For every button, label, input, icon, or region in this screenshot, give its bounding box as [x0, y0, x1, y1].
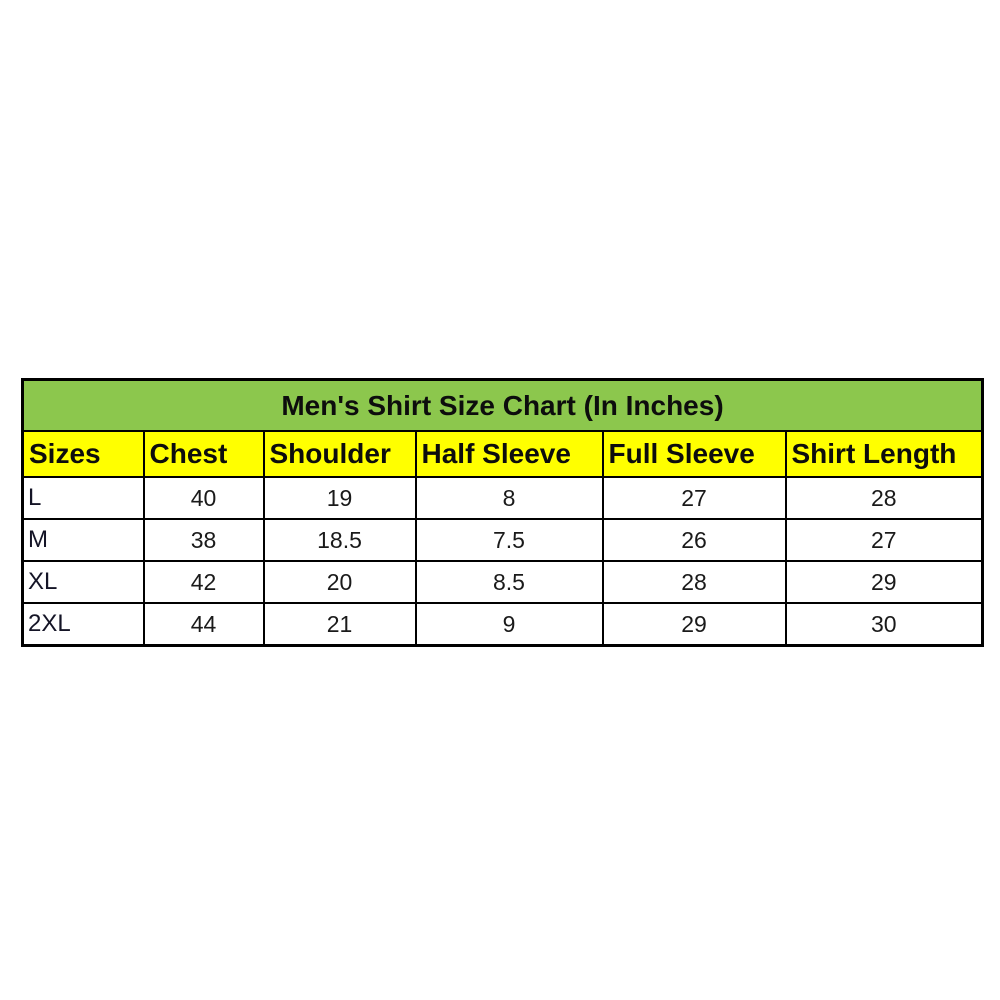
- full-sleeve-value: 28: [603, 561, 786, 603]
- half-sleeve-value: 8.5: [416, 561, 603, 603]
- column-header-sizes: Sizes: [23, 431, 144, 477]
- column-header-half-sleeve: Half Sleeve: [416, 431, 603, 477]
- size-chart-table: [21, 378, 984, 647]
- shoulder-value: 21: [264, 603, 416, 646]
- table-header-row: [23, 431, 983, 477]
- chest-value: 44: [144, 603, 264, 646]
- chest-value: 38: [144, 519, 264, 561]
- size-label: L: [23, 477, 144, 519]
- full-sleeve-value: 26: [603, 519, 786, 561]
- table-row-l: [23, 477, 983, 519]
- shirt-length-value: 27: [786, 519, 983, 561]
- half-sleeve-value: 9: [416, 603, 603, 646]
- table-row-m: [23, 519, 983, 561]
- full-sleeve-value: 29: [603, 603, 786, 646]
- chest-value: 42: [144, 561, 264, 603]
- column-header-chest: Chest: [144, 431, 264, 477]
- size-label: 2XL: [23, 603, 144, 646]
- half-sleeve-value: 7.5: [416, 519, 603, 561]
- table-title-row: [23, 380, 983, 432]
- shirt-length-value: 28: [786, 477, 983, 519]
- shoulder-value: 19: [264, 477, 416, 519]
- column-header-full-sleeve: Full Sleeve: [603, 431, 786, 477]
- size-label: M: [23, 519, 144, 561]
- shirt-length-value: 29: [786, 561, 983, 603]
- size-label: XL: [23, 561, 144, 603]
- half-sleeve-value: 8: [416, 477, 603, 519]
- table-row-2xl: [23, 603, 983, 646]
- chest-value: 40: [144, 477, 264, 519]
- shirt-length-value: 30: [786, 603, 983, 646]
- column-header-shirt-length: Shirt Length: [786, 431, 983, 477]
- table-row-xl: [23, 561, 983, 603]
- column-header-shoulder: Shoulder: [264, 431, 416, 477]
- table-title: Men's Shirt Size Chart (In Inches): [23, 380, 983, 432]
- shoulder-value: 18.5: [264, 519, 416, 561]
- full-sleeve-value: 27: [603, 477, 786, 519]
- shoulder-value: 20: [264, 561, 416, 603]
